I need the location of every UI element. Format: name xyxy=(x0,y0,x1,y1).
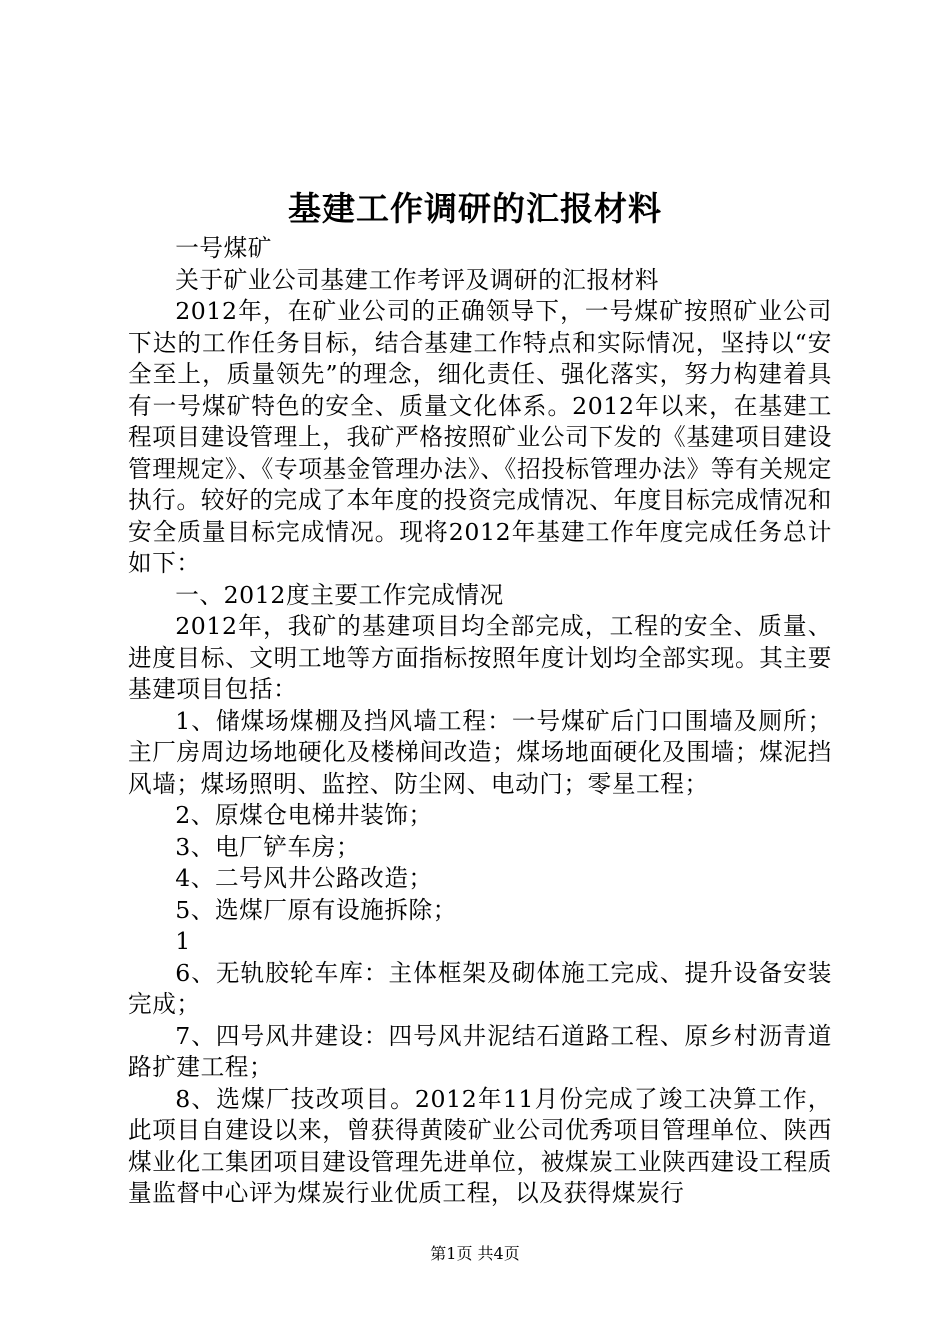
paragraph-report-subtitle: 关于矿业公司基建工作考评及调研的汇报材料 xyxy=(175,265,660,294)
list-item: 1、储煤场煤棚及挡风墙工程：一号煤矿后门口围墙及厕所；主厂房周边场地硬化及楼梯间改造；煤场地面硬化及围墙；煤泥挡风墙；煤场照明、监控、防尘网、电动门；零星工程； xyxy=(128,706,832,798)
section-heading-1: 一、2012度主要工作完成情况 xyxy=(175,580,504,609)
list-item: 4、二号风井公路改造； xyxy=(175,864,433,892)
paragraph-intro: 2012年，在矿业公司的正确领导下，一号煤矿按照矿业公司下达的工作任务目标，结合基建工作特点和实际情况，坚持以“安全至上，质量领先”的理念，细化责任、强化落实，努力构建着具有一号煤矿特色的安全、质量文化体系。2012年以来，在基建工程项目建设管理上，我矿严格按照矿业公司下发的《基建项目建设管理规定》、《专项基金管理办法》、《招投标管理办法》等有关规定执行。较好的完成了本年度的投资完成情况、年度目标完成情况和安全质量目标完成情况。现将2012年基建工作年度完成任务总计如下： xyxy=(128,297,832,577)
list-item: 8、选煤厂技改项目。2012年11月份完成了竣工决算工作，此项目自建设以来，曾获得黄陵矿业公司优秀项目管理单位、陕西煤业化工集团项目建设管理先进单位，被煤炭工业陕西建设工程质量监督中心评为煤炭行业优质工程，以及获得煤炭行 xyxy=(128,1084,832,1207)
document-title: 基建工作调研的汇报材料 xyxy=(288,189,662,228)
list-item: 5、选煤厂原有设施拆除； xyxy=(175,895,457,924)
paragraph-summary: 2012年，我矿的基建项目均全部完成，工程的安全、质量、进度目标、文明工地等方面指标按照年度计划均全部实现。其主要基建项目包括： xyxy=(128,612,832,703)
inline-page-number: 1 xyxy=(175,927,191,955)
list-item: 3、电厂铲车房； xyxy=(175,832,361,861)
list-item: 2、原煤仓电梯井装饰； xyxy=(175,801,433,829)
page-footer: 第1页 共4页 xyxy=(430,1244,520,1263)
document-body xyxy=(128,233,832,1210)
list-item: 6、无轨胶轮车库：主体框架及砌体施工完成、提升设备安装完成； xyxy=(128,958,832,1018)
list-item: 7、四号风井建设：四号风井泥结石道路工程、原乡村沥青道路扩建工程； xyxy=(128,1021,832,1081)
paragraph-mine-name: 一号煤矿 xyxy=(175,234,272,262)
